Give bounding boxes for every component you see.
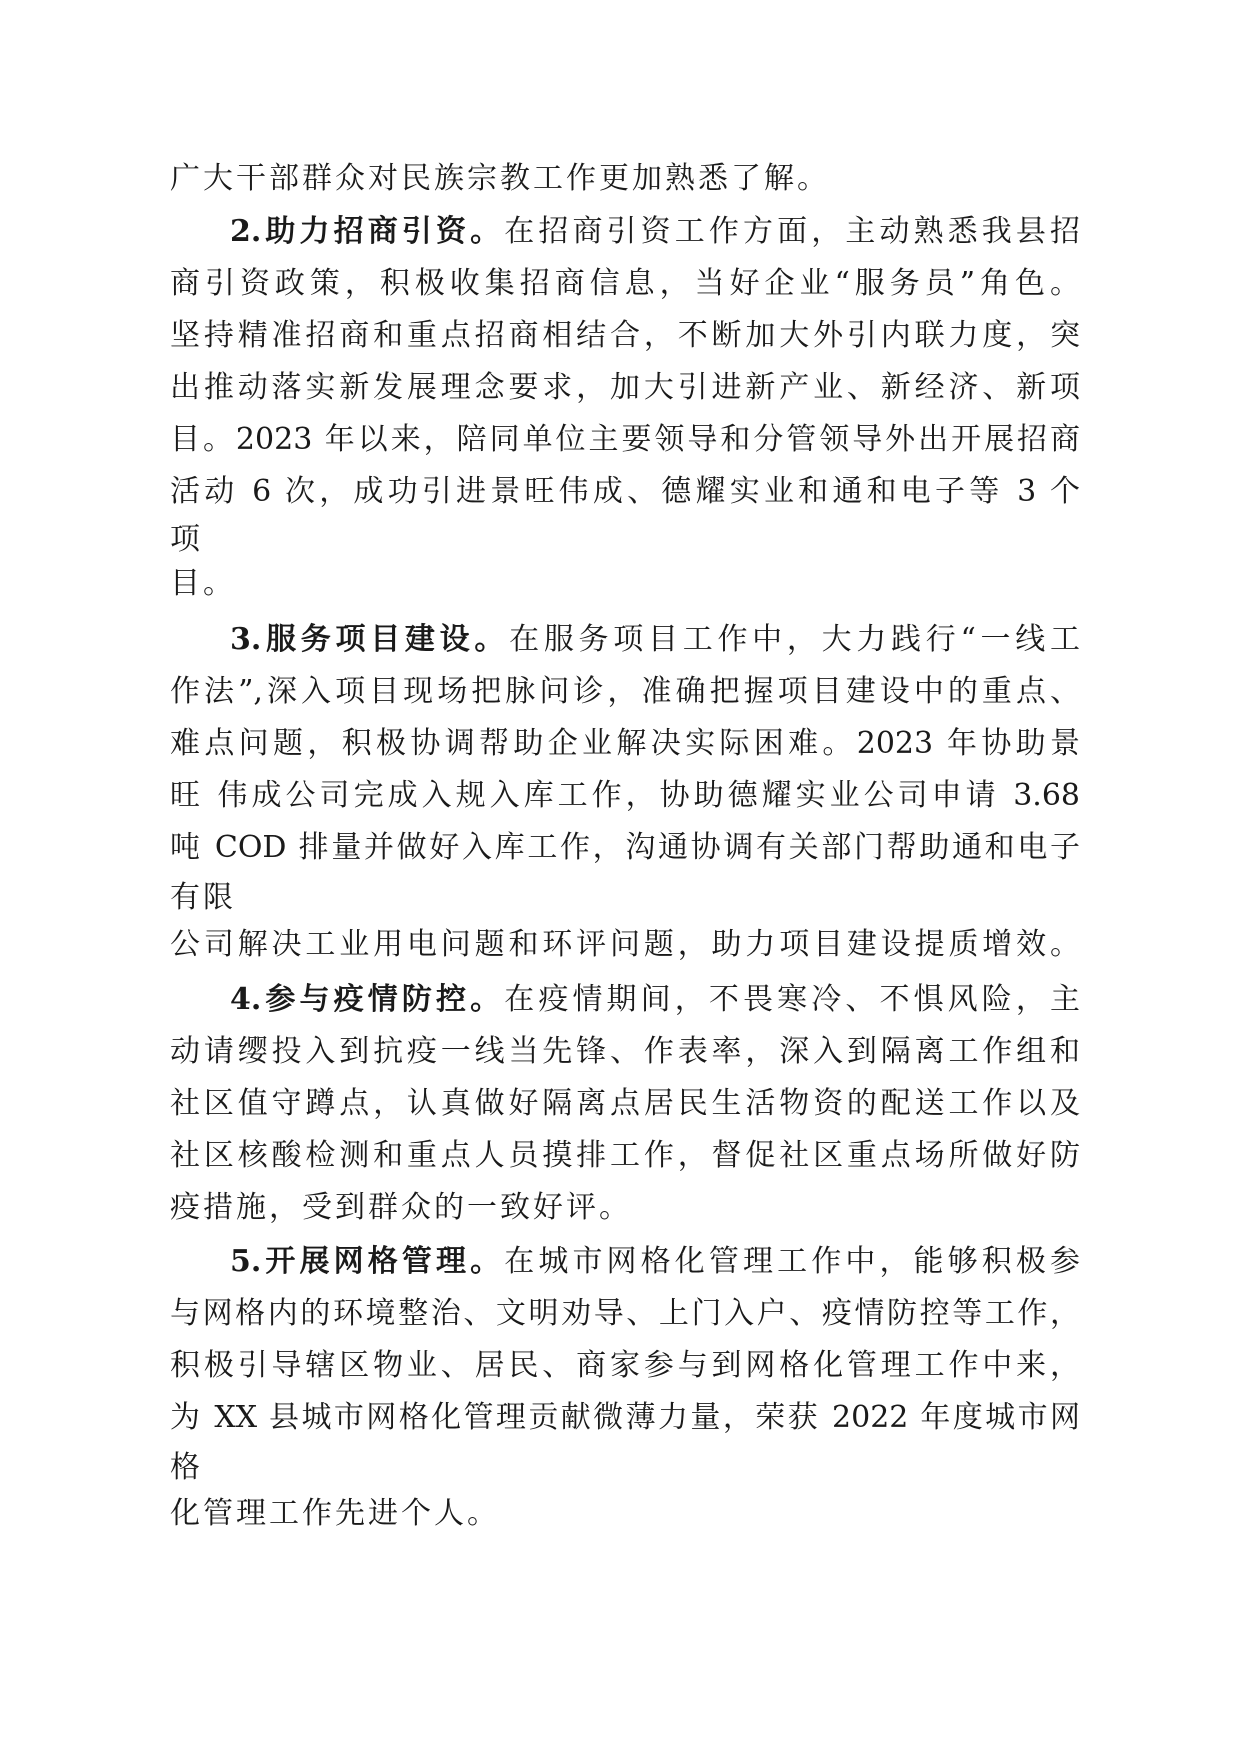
paragraph-line: 与网格内的环境整治、文明劝导、上门入户、疫情防控等工作， [170, 1296, 1080, 1331]
paragraph-line: 难点问题，积极协调帮助企业解决实际困难。2023 年协助景 [170, 726, 1080, 761]
section-heading: 2.助力招商引资。 [230, 214, 505, 249]
paragraph-line: 社区值守蹲点，认真做好隔离点居民生活物资的配送工作以及 [170, 1086, 1080, 1121]
paragraph-line: 格 [170, 1450, 203, 1485]
paragraph-line: 公司解决工业用电问题和环评问题，助力项目建设提质增效。 [170, 927, 1080, 962]
section-2-first-line: 2.助力招商引资。在招商引资工作方面，主动熟悉我县招 [230, 214, 1080, 249]
paragraph-line: 旺 伟成公司完成入规入库工作，协助德耀实业公司申请 3.68 [170, 778, 1080, 813]
paragraph-line: 出推动落实新发展理念要求，加大引进新产业、新经济、新项 [170, 370, 1080, 405]
section-5-first-line: 5.开展网格管理。在城市网格化管理工作中，能够积极参 [230, 1244, 1080, 1279]
section-3-first-line: 3.服务项目建设。在服务项目工作中，大力践行“一线工 [230, 622, 1080, 657]
section-heading: 4.参与疫情防控。 [230, 982, 505, 1017]
section-heading: 5.开展网格管理。 [230, 1244, 505, 1279]
paragraph-line: 社区核酸检测和重点人员摸排工作，督促社区重点场所做好防 [170, 1138, 1080, 1173]
paragraph-line: 商引资政策，积极收集招商信息，当好企业“服务员”角色。 [170, 266, 1080, 301]
paragraph-line: 积极引导辖区物业、居民、商家参与到网格化管理工作中来， [170, 1348, 1080, 1383]
paragraph-line: 活动 6 次，成功引进景旺伟成、德耀实业和通和电子等 3 个 [170, 474, 1080, 509]
paragraph-line: 吨 COD 排量并做好入库工作，沟通协调有关部门帮助通和电子 [170, 830, 1080, 865]
paragraph-line: 有限 [170, 880, 236, 915]
paragraph-line: 化管理工作先进个人。 [170, 1496, 500, 1531]
paragraph-line: 坚持精准招商和重点招商相结合，不断加大外引内联力度，突 [170, 318, 1080, 353]
paragraph-line: 项 [170, 522, 203, 557]
paragraph-line: 目。 [170, 566, 236, 601]
paragraph-line: 动请缨投入到抗疫一线当先锋、作表率，深入到隔离工作组和 [170, 1034, 1080, 1069]
paragraph-line: 目。2023 年以来，陪同单位主要领导和分管领导外出开展招商 [170, 422, 1080, 457]
paragraph-line: 为 XX 县城市网格化管理贡献微薄力量，荣获 2022 年度城市网 [170, 1400, 1080, 1435]
paragraph-line: 作法”,深入项目现场把脉问诊，准确把握项目建设中的重点、 [170, 674, 1080, 709]
section-heading: 3.服务项目建设。 [230, 622, 510, 657]
section-4-first-line: 4.参与疫情防控。在疫情期间，不畏寒冷、不惧风险，主 [230, 982, 1080, 1017]
paragraph-line: 广大干部群众对民族宗教工作更加熟悉了解。 [170, 161, 830, 196]
paragraph-line: 疫措施，受到群众的一致好评。 [170, 1190, 632, 1225]
